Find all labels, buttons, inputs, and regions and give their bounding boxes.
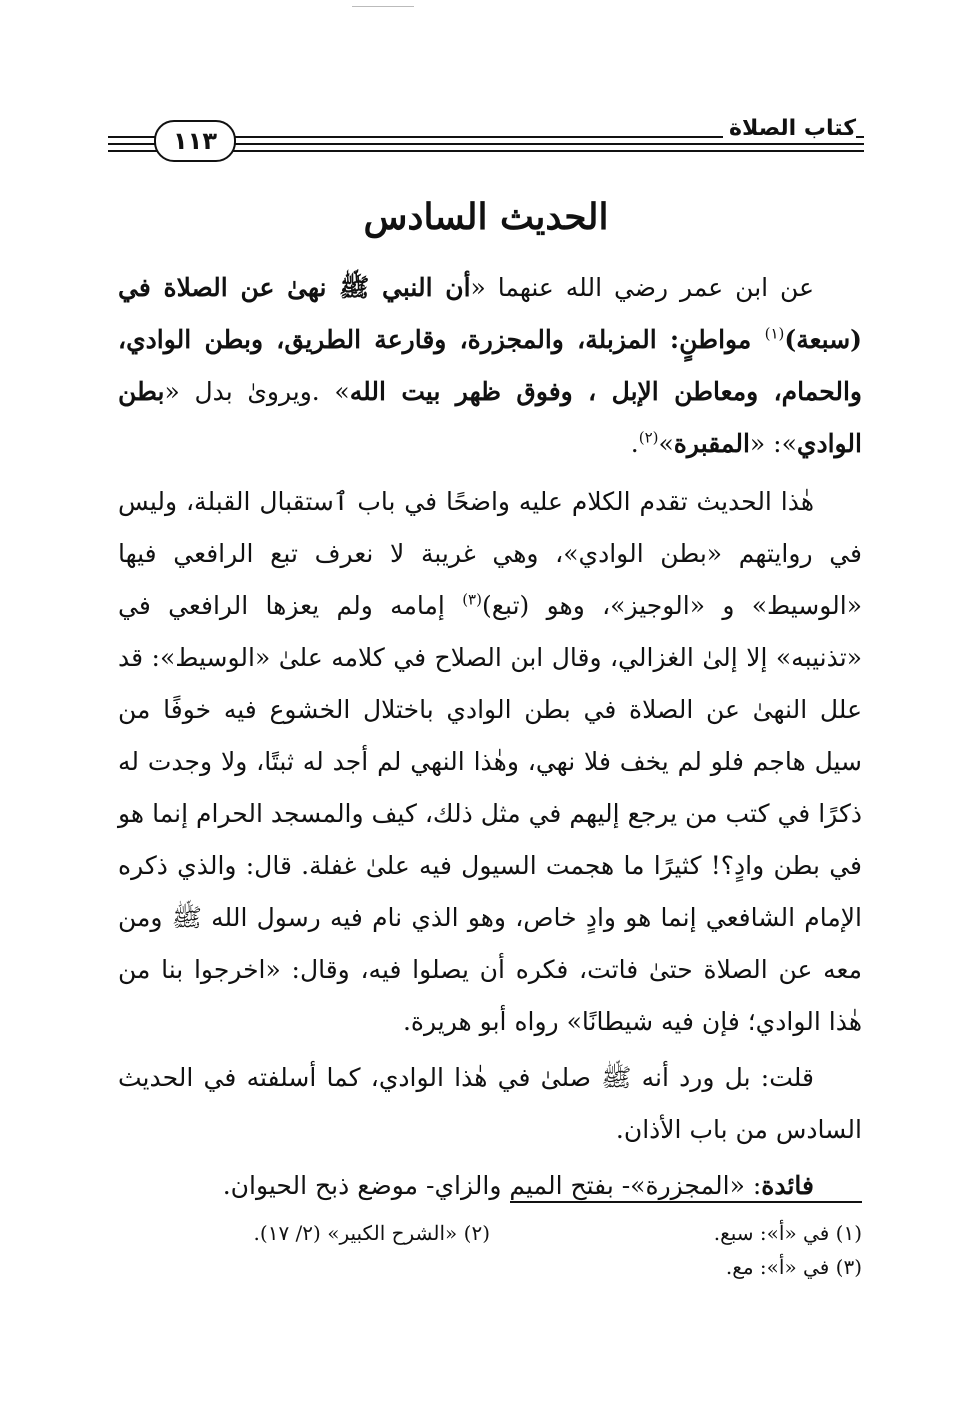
footnote-ref: (٣)	[462, 590, 482, 609]
paragraph-note: قلت: بل ورد أنه ﷺ صلىٰ في هٰذا الوادي، كما أسلفته في الحديث السادس من باب الأذان.	[118, 1063, 862, 1144]
footnote-2: (٢) «الشرح الكبير» (٢/ ١٧).	[253, 1221, 490, 1245]
footnote-ref: (٢)	[638, 428, 659, 447]
footnote-separator	[510, 1201, 862, 1203]
footnote-1: (١) في «أ»: سبع.	[713, 1221, 862, 1245]
scan-mark	[352, 6, 414, 7]
main-text	[118, 262, 862, 1212]
page-header	[108, 112, 864, 172]
footnote-ref: (١)	[764, 324, 785, 343]
chapter-title: كتاب الصلاة	[723, 116, 856, 141]
footnote-3: (٣) في «أ»: مع.	[725, 1255, 862, 1279]
section-heading: الحديث السادس	[363, 196, 609, 238]
paragraph-commentary: هٰذا الحديث تقدم الكلام عليه واضحًا في باب ٱستقبال القبلة، وليس في روايتهم «بطن الوادي»، وهي غريبة لا نعرف تبع الرافعي فيها «الوسيط» و «الوجيز»، وهو (تبع)$^{(٣)}$ إمامه ولم يعزها الرافعي في «تذنيبه» إلا إلىٰ الغزالي، وقال ابن الصلاح في كلامه علىٰ «الوسيط»: قد علل النهىٰ عن الصلاة في بطن الوادي باختلال الخشوع فيه خوفًا من سيل هاجم فلو لم يخف فلا نهي، وهٰذا النهي لم أجد له ثبتًا، ولا وجدت له ذكرًا في كتب من يرجع إليهم في مثل ذلك، كيف والمسجد الحرام إنما هو في بطن وادٍ؟! كثيرًا ما هجمت السيول فيه علىٰ غفلة. قال: والذي ذكره الإمام الشافعي إنما هو وادٍ خاص، وهو الذي نام فيه رسول الله ﷺ ومن معه عن الصلاة حتىٰ فاتت، فكره أن يصلوا فيه، وقال: «اخرجوا بنا من هٰذا الوادي؛ فإن فيه شيطانًا» رواه أبو هريرة.	[118, 487, 863, 1036]
page-number: ١١٣	[154, 120, 236, 162]
paragraph-hadith: عن ابن عمر رضي الله عنهما «أن النبي ﷺ نهىٰ عن الصلاة في (سبعة)$^{(١)}$ مواطنٍ: المزبلة، والمجزرة، وقارعة الطريق، وبطن الوادي، والحمام، ومعاطن الإبل ، وفوق ظهر بيت الله» .ويروىٰ بدل «بطن الوادي»: «المقبرة»$^{(٢)}$.	[118, 273, 862, 458]
footnotes	[118, 1216, 862, 1284]
paragraph-benefit: فائدة: «المجزرة»- بفتح الميم والزاي- موضع ذبح الحيوان.	[222, 1171, 814, 1200]
